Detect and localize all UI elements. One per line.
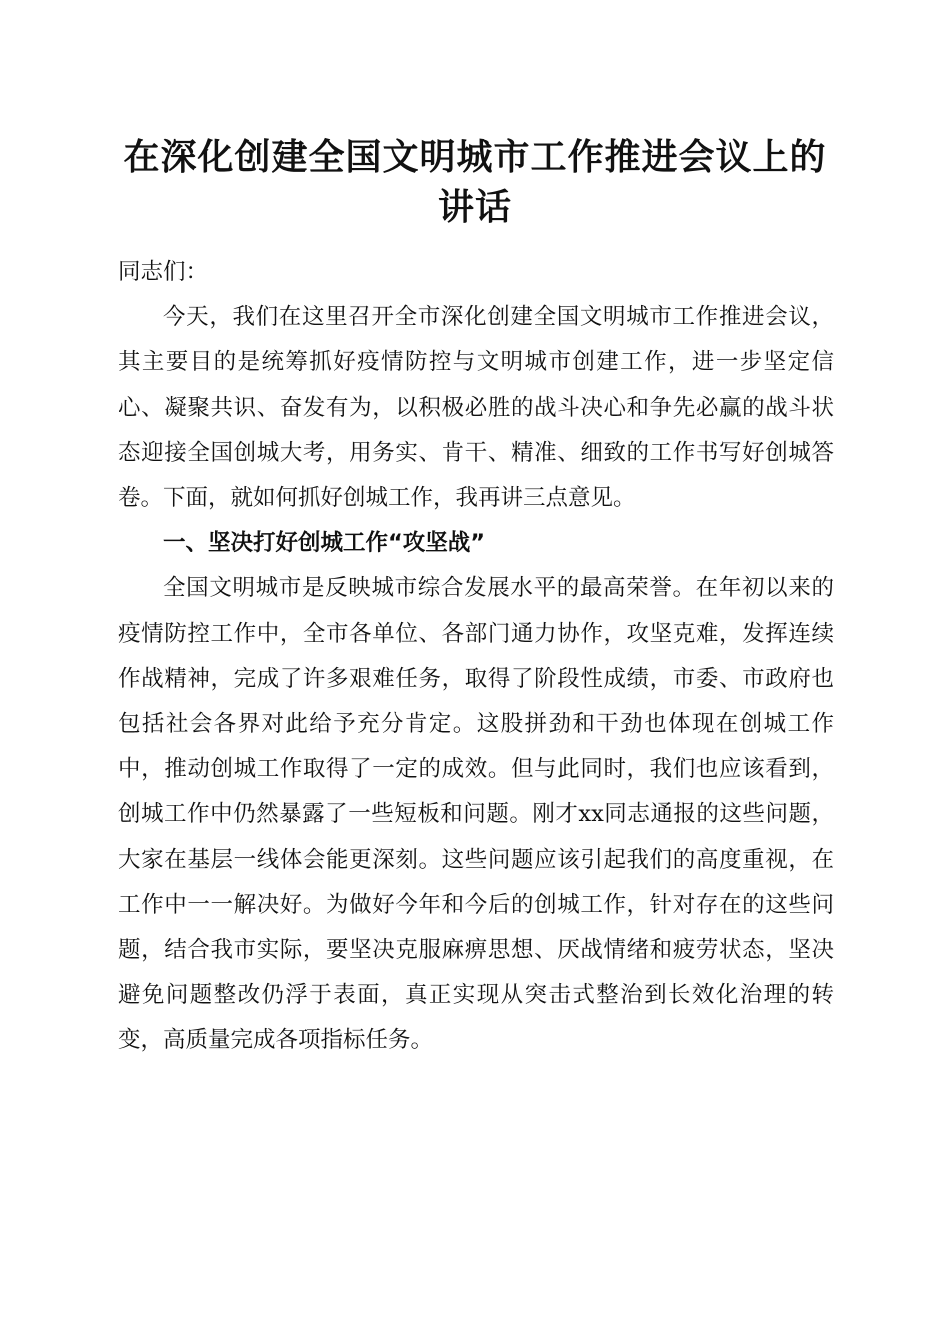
section-heading-1: 一、坚决打好创城工作“攻坚战” <box>163 530 486 557</box>
document-body <box>118 250 834 1064</box>
greeting: 同志们： <box>118 259 209 285</box>
document-title: 在深化创建全国文明城市工作推进会议上的讲话 <box>123 136 827 228</box>
section-1-paragraph: 全国文明城市是反映城市综合发展水平的最高荣誉。在年初以来的疫情防控工作中，全市各单位、各部门通力协作，攻坚克难，发挥连续作战精神，完成了许多艰难任务，取得了阶段性成绩，市委、市政府也包括社会各界对此给予充分肯定。这股拼劲和干劲也体现在创城工作中，推动创城工作取得了一定的成效。但与此同时，我们也应该看到，创城工作中仍然暴露了一些短板和问题。刚才xx同志通报的这些问题，大家在基层一线体会能更深刻。这些问题应该引起我们的高度重视，在工作中一一解决好。为做好今年和今后的创城工作，针对存在的这些问题，结合我市实际，要坚决克服麻痹思想、厌战情绪和疲劳状态，坚决避免问题整改仍浮于表面，真正实现从突击式整治到长效化治理的转变，高质量完成各项指标任务。 <box>118 575 834 1054</box>
intro-paragraph: 今天，我们在这里召开全市深化创建全国文明城市工作推进会议，其主要目的是统筹抓好疫情防控与文明城市创建工作，进一步坚定信心、凝聚共识、奋发有为，以积极必胜的战斗决心和争先必赢的战斗状态迎接全国创城大考，用务实、肯干、精准、细致的工作书写好创城答卷。下面，就如何抓好创城工作，我再讲三点意见。 <box>118 304 834 512</box>
